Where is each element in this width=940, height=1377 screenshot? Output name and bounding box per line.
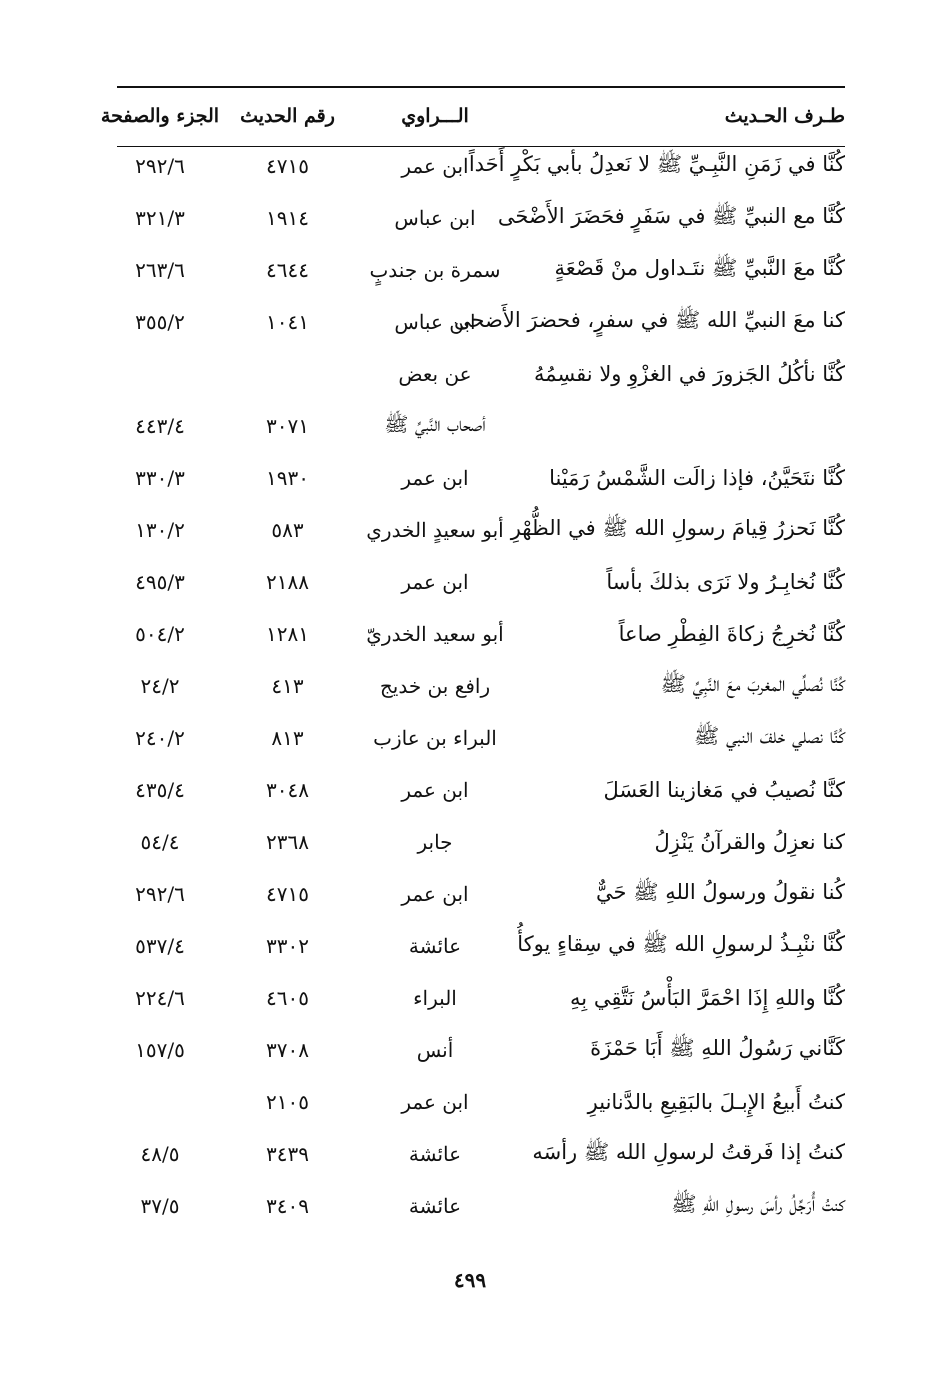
narrator-cell: أبو سعيدٍ الخدري — [366, 518, 504, 542]
header-hadith-text: طـرف الحـديث — [724, 105, 845, 127]
hadith-text-cell: كُنَّا نصلي خلفَ النبي ﷺ — [693, 723, 845, 748]
hadith-number-cell: ٤١٣ — [271, 674, 304, 698]
table-row — [100, 816, 845, 868]
table-row — [100, 1180, 845, 1232]
table-row — [100, 296, 845, 348]
table-body — [100, 140, 845, 1232]
narrator-cell: ابن عمر — [401, 882, 469, 906]
table-row — [100, 192, 845, 244]
hadith-number-cell: ١٠٤١ — [266, 310, 309, 334]
narrator-cell: ابن عمر — [401, 154, 469, 178]
hadith-text-cell: كُنَّا نَحزرُ قِيامَ رسولِ الله ﷺ في الظُّهْرِ — [510, 515, 845, 540]
hadith-text-cell: كنتُ أُرَجِّلُ رأسَ رسولِ اللهِ ﷺ — [671, 1191, 845, 1216]
hadith-text-cell: كنَّا نُصيبُ في مَغازينا العَسَلَ — [603, 778, 845, 802]
hadith-number-cell: ٣٤٠٩ — [266, 1194, 309, 1218]
narrator-cell: البراء بن عازب — [373, 726, 497, 750]
page-number: ٤٩٩ — [453, 1268, 487, 1292]
narrator-cell: عائشة — [408, 1142, 462, 1166]
narrator-cell: عائشة — [408, 934, 462, 958]
hadith-text-cell: كُنَّا نتَحَيَّنُ، فإذا زالَت الشَّمْسُ رَمَيْنا — [549, 466, 845, 490]
hadith-text-cell: كُنَّا واللهِ إِذَا احْمَرَّ البَأْسُ نَتَّقِي بِهِ — [570, 986, 845, 1010]
table-row — [100, 556, 845, 608]
hadith-text-cell: كُنَّا نُصلِّي المغربَ معَ النَّبِيِّ ﷺ — [660, 671, 845, 696]
table-row — [100, 400, 845, 452]
hadith-number-cell: ٢١٨٨ — [266, 570, 309, 594]
hadith-number-cell: ٣٣٠٢ — [266, 934, 309, 958]
hadith-text-cell: كُنَّا نأكُلُ الجَزورَ في الغزْوِ ولا نقسِمُهُ — [534, 362, 845, 386]
header-row — [100, 92, 845, 140]
hadith-text-cell: كُنَّا مع النبيِّ ﷺ في سَفَرٍ فحَضَرَ الأَضْحَى — [497, 203, 845, 228]
narrator-cell: ابن عمر — [401, 570, 469, 594]
volume-page-cell: ٣٥٥/٢ — [135, 310, 185, 334]
hadith-number-cell: ٣٠٤٨ — [266, 778, 309, 802]
hadith-number-cell: ١٢٨١ — [266, 622, 309, 646]
volume-page-cell: ٣٧/٥ — [140, 1194, 180, 1218]
table-row — [100, 1128, 845, 1180]
narrator-cell: عائشة — [408, 1194, 462, 1218]
hadith-number-cell: ٨١٣ — [271, 726, 304, 750]
narrator-cell: عن بعض — [398, 362, 472, 386]
top-rule — [117, 86, 845, 88]
volume-page-cell — [100, 348, 220, 400]
hadith-number-cell: ٢٣٦٨ — [266, 830, 309, 854]
hadith-text-cell: كُنَّا ننْبِـذُ لرسولِ الله ﷺ في سِقاءٍ يوكأُ — [517, 931, 845, 956]
header-hadith-number: رقم الحديث — [240, 105, 335, 127]
hadith-number-cell: ٣٧٠٨ — [266, 1038, 309, 1062]
volume-page-cell — [100, 1076, 220, 1128]
narrator-cell: البراء — [413, 986, 457, 1010]
hadith-text-cell — [515, 400, 845, 452]
table-header — [100, 92, 845, 140]
narrator-cell: ابن عمر — [401, 1090, 469, 1114]
hadith-number-cell: ٢١٠٥ — [266, 1090, 309, 1114]
narrator-cell: أنس — [416, 1038, 454, 1062]
table-row — [100, 140, 845, 192]
table-row — [100, 712, 845, 764]
hadith-text-cell: كنتُ أَبيعُ الإِبـلَ بالبَقِيعِ بالدَّنانيرِ — [587, 1090, 845, 1114]
table-row — [100, 764, 845, 816]
table-row — [100, 452, 845, 504]
narrator-cell: ابن عمر — [401, 466, 469, 490]
volume-page-cell: ٢٦٣/٦ — [135, 258, 185, 282]
hadith-text-cell: كُنا نقولُ ورسولُ اللهِ ﷺ حَيٌّ — [596, 879, 845, 904]
hadith-text-cell: كُنَّا معَ النَّبيِّ ﷺ نتَـداول منْ قَصْعَةٍ — [554, 255, 845, 280]
table-row — [100, 660, 845, 712]
header-narrator: الـــراوي — [401, 105, 469, 127]
volume-page-cell: ١٣٠/٢ — [135, 518, 185, 542]
volume-page-cell: ٢٩٢/٦ — [135, 154, 185, 178]
table-row — [100, 972, 845, 1024]
table-row — [100, 920, 845, 972]
hadith-number-cell: ١٩٣٠ — [266, 466, 309, 490]
hadith-number-cell: ١٩١٤ — [266, 206, 309, 230]
narrator-cell: سمرة بن جندبٍ — [369, 258, 501, 282]
hadith-number-cell: ٣٤٣٩ — [266, 1142, 309, 1166]
table-row — [100, 868, 845, 920]
narrator-cell: ابن عباس — [394, 310, 476, 334]
volume-page-cell: ١٥٧/٥ — [135, 1038, 185, 1062]
hadith-number-cell: ٤٦٠٥ — [266, 986, 309, 1010]
narrator-cell: ابن عباس — [394, 206, 476, 230]
hadith-text-cell: كنا معَ النبيِّ الله ﷺ في سفرٍ، فحضرَ الأَضحى — [453, 307, 845, 332]
volume-page-cell: ٢٤٠/٢ — [135, 726, 185, 750]
narrator-cell: جابر — [417, 830, 453, 854]
volume-page-cell: ٥٣٧/٤ — [135, 934, 185, 958]
table-row — [100, 1024, 845, 1076]
volume-page-cell: ٣٢١/٣ — [135, 206, 185, 230]
volume-page-cell: ٢٤/٢ — [140, 674, 180, 698]
table-row — [100, 608, 845, 660]
narrator-cell: أبو سعيد الخدريّ — [366, 622, 504, 646]
volume-page-cell: ٢٩٢/٦ — [135, 882, 185, 906]
table-row — [100, 244, 845, 296]
volume-page-cell: ٤٩٥/٣ — [135, 570, 185, 594]
table-row — [100, 1076, 845, 1128]
hadith-number-cell: ٤٧١٥ — [266, 154, 309, 178]
volume-page-cell: ٤٤٣/٤ — [135, 414, 185, 438]
hadith-number-cell: ٥٨٣ — [271, 518, 304, 542]
volume-page-cell: ٥٠٤/٢ — [135, 622, 185, 646]
volume-page-cell: ٢٢٤/٦ — [135, 986, 185, 1010]
hadith-number-cell — [220, 348, 355, 400]
header-volume-page: الجزء والصفحة — [100, 105, 220, 127]
narrator-cell: رافع بن خديج — [379, 674, 491, 698]
hadith-text-cell: كنتُ إذا فَرقتُ لرسولِ الله ﷺ رأسَه — [532, 1139, 845, 1164]
hadith-text-cell: كُنَّا في زَمَنِ النَّبِـيِّ ﷺ لا نَعدِلُ بأبي بَكْرٍ أَحَداً — [468, 151, 845, 176]
table-row — [100, 348, 845, 400]
hadith-number-cell: ٤٦٤٤ — [266, 258, 309, 282]
hadith-text-cell: كُنَّا نُخابِـرُ ولا نَرَى بذلكَ بأساً — [606, 570, 845, 594]
volume-page-cell: ٥٤/٤ — [140, 830, 180, 854]
volume-page-cell: ٣٣٠/٣ — [135, 466, 185, 490]
table-row — [100, 504, 845, 556]
volume-page-cell: ٤٨/٥ — [140, 1142, 180, 1166]
narrator-cell: أصحاب النَّبيِّ ﷺ — [384, 411, 486, 436]
hadith-text-cell: كُنَّا نُخرِجُ زكاةَ الفِطْرِ صاعاً — [618, 622, 845, 646]
volume-page-cell: ٤٣٥/٤ — [135, 778, 185, 802]
hadith-index-table — [100, 92, 845, 1232]
hadith-number-cell: ٤٧١٥ — [266, 882, 309, 906]
narrator-cell: ابن عمر — [401, 778, 469, 802]
hadith-text-cell: كَنَّاني رَسُولُ اللهِ ﷺ أَبَا حَمْزَةَ — [590, 1035, 845, 1060]
hadith-text-cell: كنا نعزِلُ والقرآنُ يَنْزِلُ — [654, 830, 845, 854]
hadith-number-cell: ٣٠٧١ — [266, 414, 309, 438]
